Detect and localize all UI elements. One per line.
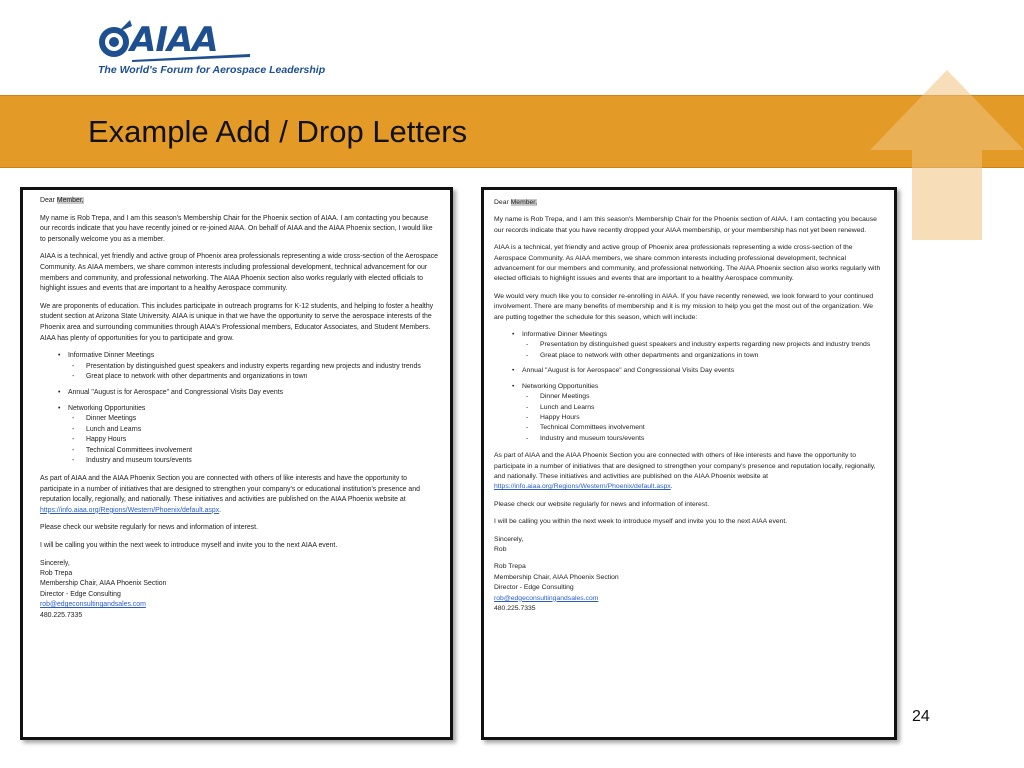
connect-text: As part of AIAA and the AIAA Phoenix Section you are connected with others of like interests and have the opportunity to participate in a number of initiatives that are designed to strengthen your company's or educational institution's presence and reputation locally, regionally, and nationally. These initiatives and activities are published on the AIAA Phoenix website at — [40, 475, 420, 504]
bullet-text: Informative Dinner Meetings — [522, 331, 607, 339]
letter-paragraph: AIAA is a technical, yet friendly and active group of Phoenix area professionals representing a wide cross-section of the Aerospace Community. As AIAA members, we share common interests including professional development, technical advancement for our members and community, and professional networking. The AIAA Phoenix section also works regularly with elected officials to highlight issues and events that are important to a healthy Aerospace community. — [40, 253, 438, 293]
phone-number: 480.225.7335 — [40, 611, 83, 619]
greeting-name: Member, — [510, 199, 538, 206]
list-item — [522, 330, 884, 361]
letter-greeting — [40, 196, 440, 207]
sub-list-item: - Happy Hours — [540, 413, 884, 423]
bullet-text: Networking Opportunities — [522, 382, 599, 390]
closing-line: Director - Edge Consulting — [40, 590, 121, 598]
benefits-list — [40, 351, 440, 467]
letter-paragraph: We would very much like you to consider re-enrolling in AIAA. If you have recently renewed, we look forward to your continued involvement. There are many benefits of membership and it is my mission to help you get the most out of the organization. We are putting together the schedule for this season, which will include: — [494, 292, 874, 321]
signature-line: Director - Edge Consulting — [494, 584, 574, 592]
greeting-prefix: Dear — [40, 197, 57, 204]
sub-list-item: - Presentation by distinguished guest speakers and industry experts regarding new projects and industry trends — [540, 340, 884, 350]
signature-line: Membership Chair, AIAA Phoenix Section — [494, 573, 619, 581]
closing-line: Sincerely, — [494, 535, 524, 543]
greeting-name: Member, — [56, 197, 84, 204]
letter-paragraph: My name is Rob Trepa, and I am this season's Membership Chair for the Phoenix section of AIAA. I am contacting you because our records indicate that you have recently joined or re-joined AIAA. On behalf of AIAA and the AIAA Phoenix section, I would like to personally welcome you as a member. — [40, 214, 433, 243]
letter-paragraph — [494, 451, 884, 493]
sub-list — [522, 340, 884, 361]
sub-list-item: - Happy Hours — [86, 435, 440, 446]
add-letter — [20, 187, 453, 740]
letter-closing — [40, 559, 440, 621]
letter-paragraph — [40, 474, 440, 516]
list-item — [522, 382, 884, 444]
link-suffix: . — [670, 483, 673, 491]
sub-list-item: - Industry and museum tours/events — [86, 456, 440, 467]
letter-paragraph: AIAA is a technical, yet friendly and active group of Phoenix area professionals representing a wide cross-section of the Aerospace Community. As AIAA members, we share common interests including professional development, technical advancement for our members and community, and professional networking. The AIAA Phoenix section also works regularly with elected officials to highlight issues and events that are important to a healthy Aerospace community. — [494, 244, 881, 283]
sub-list-item: - Technical Committees involvement — [86, 446, 440, 457]
sub-list-item: - Lunch and Learns — [540, 403, 884, 413]
email-link[interactable]: rob@edgeconsultingandsales.com — [40, 601, 146, 609]
website-link[interactable]: https://info.aiaa.org/Regions/Western/Phoenix/default.aspx — [494, 483, 671, 491]
sub-list-item: - Dinner Meetings — [86, 414, 440, 425]
sub-list-item: - Great place to network with other departments and organizations in town — [86, 372, 440, 383]
letter-paragraph: Please check our website regularly for news and information of interest. — [494, 500, 709, 508]
sub-list — [68, 414, 440, 467]
link-suffix: . — [219, 506, 222, 514]
website-link[interactable]: https://info.aiaa.org/Regions/Western/Phoenix/default.aspx — [40, 506, 220, 514]
closing-line: Rob Trepa — [40, 570, 73, 578]
phone-number: 480.225.7335 — [494, 605, 536, 612]
list-item — [68, 404, 440, 468]
aiaa-logo — [96, 18, 326, 82]
closing-line: Rob — [494, 545, 507, 553]
drop-letter — [481, 187, 897, 740]
slide-title: Example Add / Drop Letters — [88, 114, 468, 149]
bullet-text: Annual "August is for Aerospace" and Congressional Visits Day events — [68, 388, 284, 396]
benefits-list — [494, 330, 884, 444]
letter-closing — [494, 535, 884, 615]
email-link[interactable]: rob@edgeconsultingandsales.com — [494, 594, 599, 602]
bullet-text: Informative Dinner Meetings — [68, 352, 155, 360]
sub-list-item: - Technical Committees involvement — [540, 423, 884, 433]
sub-list-item: - Lunch and Learns — [86, 425, 440, 436]
signature-line: Rob Trepa — [494, 563, 526, 571]
sub-list — [522, 392, 884, 444]
list-item — [68, 351, 440, 383]
sub-list — [68, 362, 440, 383]
letter-paragraph: Please check our website regularly for news and information of interest. — [40, 524, 258, 532]
connect-text: As part of AIAA and the AIAA Phoenix Section you are connected with others of like interests and have the opportunity to participate in a number of initiatives that are designed to strengthen your company's presence and reputation locally, regionally, and nationally. These initiatives and activities are published on the AIAA Phoenix website at — [494, 452, 876, 480]
list-item — [522, 366, 884, 376]
closing-line: Sincerely, — [40, 559, 70, 567]
sub-list-item: - Dinner Meetings — [540, 392, 884, 402]
letter-greeting — [494, 198, 884, 208]
logo-wordmark: AIAA — [130, 20, 218, 60]
sub-list-item: - Great place to network with other departments and organizations in town — [540, 351, 884, 361]
closing-line: Membership Chair, AIAA Phoenix Section — [40, 580, 167, 588]
logo-swoosh — [132, 52, 250, 62]
bullet-text: Networking Opportunities — [68, 404, 146, 412]
sub-list-item: - Presentation by distinguished guest speakers and industry experts regarding new projects and industry trends — [86, 362, 440, 373]
list-item — [68, 388, 440, 399]
greeting-prefix: Dear — [494, 199, 511, 206]
logo-tagline: The World's Forum for Aerospace Leadership — [98, 64, 326, 76]
page-number: 24 — [912, 708, 930, 725]
letter-paragraph: My name is Rob Trepa, and I am this season's Membership Chair for the Phoenix section of AIAA. I am contacting you because our records indicate that you have recently dropped your AIAA membership, or your membership has not yet been renewed. — [494, 216, 877, 234]
letter-paragraph: I will be calling you within the next week to introduce myself and invite you to the next AIAA event. — [494, 518, 788, 526]
sub-list-item: - Industry and museum tours/events — [540, 434, 884, 444]
letter-paragraph: I will be calling you within the next week to introduce myself and invite you to the next AIAA event. — [40, 542, 338, 550]
letter-paragraph: We are proponents of education. This includes participate in outreach programs for K-12 students, and helping to foster a healthy student section at Arizona State University. AIAA is unique in that we have the opportunity to serve the aerospace interests of the Phoenix area and surrounding communities through AIAA's Professional members, Educator Associates, and Student Members. AIAA has plenty of opportunities for you to participate and grow. — [40, 302, 434, 342]
bullet-text: Annual "August is for Aerospace" and Congressional Visits Day events — [522, 367, 735, 375]
